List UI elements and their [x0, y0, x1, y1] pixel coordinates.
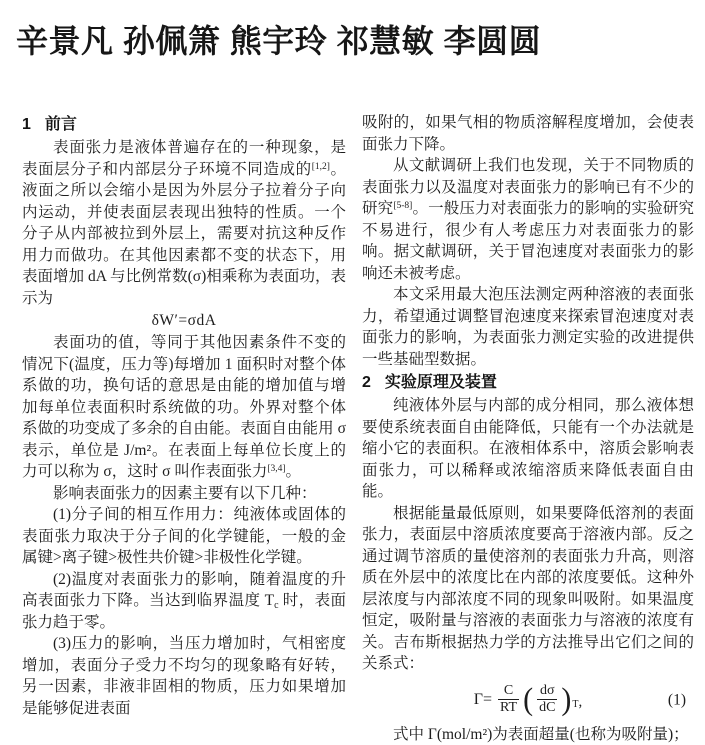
citation-superscript: [1,2] [312, 162, 330, 172]
paragraph: 式中 Γ(mol/m²)为表面超量(也称为吸附量)； [362, 724, 694, 745]
citation-superscript: [3,4] [267, 464, 285, 474]
equation-number: (1) [668, 689, 686, 711]
paragraph-text: 时，表面张力趋于零。 [22, 592, 346, 631]
left-column [22, 112, 346, 745]
paragraph-text: 。一般压力对表面张力的影响的实验研究不易进行，很少有人考虑压力对表面张力的影响。据文献调研，关于冒泡速度对表面张力的影响还未被考虑。 [362, 200, 694, 282]
equation-subscript: T [572, 694, 578, 716]
two-column-layout [0, 112, 705, 745]
fraction-numerator: dσ [540, 683, 555, 699]
paragraph: 影响表面张力的因素主要有以下几种： [22, 483, 346, 505]
equation-fraction [537, 683, 557, 716]
section-number: 1 [22, 116, 31, 133]
paragraph [362, 155, 694, 284]
section-heading-2 [362, 370, 694, 395]
paragraph-text: (2)温度对表面张力的影响，随着温度的升高表面张力下降。当达到临界温度 T [22, 571, 346, 610]
paragraph: 根据能量最低原则，如果要降低溶剂的表面张力，表面层中溶质浓度要高于溶液内部。反之通过调节溶质的量使溶剂的表面张力升高，则溶质在外层中的浓度比在内部的浓度要低。这种外层浓度与内部浓度不同的现象叫吸附。如果温度恒定，吸附量与溶液的表面张力与溶液的浓度有关。吉布斯根据热力学的方法推导出它们之间的关系式： [362, 503, 694, 675]
right-column [362, 112, 694, 745]
paragraph [22, 332, 346, 483]
authors-line: 辛景凡 孙佩箫 熊宇玲 祁慧敏 李圆圆 [0, 0, 705, 62]
variable-subscript: c [274, 600, 278, 611]
surface-work-formula: δW′=σdA [22, 309, 346, 332]
fraction-denominator: dC [537, 699, 557, 716]
gibbs-adsorption-equation [362, 677, 694, 723]
paragraph: 纯液体外层与内部的成分相同，那么液体想要使系统表面自由能降低，只能有一个办法就是缩小它的表面积。在液相体系中，溶质会影响表面张力，可以稀释或浓缩溶质来降低表面自由能。 [362, 395, 694, 503]
paragraph: 本文采用最大泡压法测定两种溶液的表面张力，希望通过调整冒泡速度来探索冒泡速度对表面张力的影响，为表面张力测定实验的改进提供一些基础型数据。 [362, 284, 694, 370]
right-parenthesis: ) [561, 684, 571, 716]
paragraph: 吸附的，如果气相的物质溶解程度增加，会使表面张力下降。 [362, 112, 694, 155]
paragraph-text: 表面张力是液体普遍存在的一种现象，是表面层分子和内部层分子环境不同造成的 [22, 139, 346, 178]
left-parenthesis: ( [523, 684, 533, 716]
fraction-numerator: C [504, 683, 513, 699]
section-number: 2 [362, 374, 371, 391]
equation-lhs: Γ= [474, 689, 492, 711]
paragraph-text: 表面功的值，等同于其他因素条件不变的情况下(温度，压力等)每增加 1 面积时对整个体系做的功，换句话的意思是由能的增加值与增加每单位表面积时系统做的功。外界对整个体系做的功变成了多余的自由能。表面自由能用 σ 表示，单位是 J/m²。在表面上每单位长度上的力可以称为 σ，这时 σ 叫作表面张力 [22, 334, 346, 480]
section-title: 实验原理及装置 [385, 374, 497, 391]
citation-superscript: [5-8] [393, 201, 412, 211]
section-title: 前言 [45, 116, 77, 133]
paragraph [22, 137, 346, 309]
paragraph-text: 从文献调研上我们也发现，关于不同物质的表面张力以及温度对表面张力的影响已有不少的研究 [362, 157, 694, 217]
fraction-denominator: RT [498, 699, 519, 716]
equation-fraction [498, 683, 519, 716]
section-heading-1 [22, 112, 346, 137]
paragraph: (3)压力的影响，当压力增加时，气相密度增加，表面分子受力不均匀的现象略有好转，另一因素，非液非固相的物质，压力如果增加是能够促进表面 [22, 633, 346, 719]
paragraph [22, 569, 346, 634]
paragraph-text: 。 [286, 463, 302, 480]
equation-comma: , [579, 692, 583, 714]
paragraph-text: 。液面之所以会缩小是因为外层分子拉着分子向内运动，并使表面层表现出独特的性质。一个分子从内部被拉到外层上，需要对抗这种反作用力而做功。在其他因素都不变的状态下，用表面增加 dA 与比例常数(σ)相乘称为表面功，表示为 [22, 161, 346, 307]
paragraph: (1)分子间的相互作用力：纯液体或固体的表面张力取决于分子间的化学键能，一般的金属键>离子键>极性共价键>非极性化学键。 [22, 504, 346, 569]
